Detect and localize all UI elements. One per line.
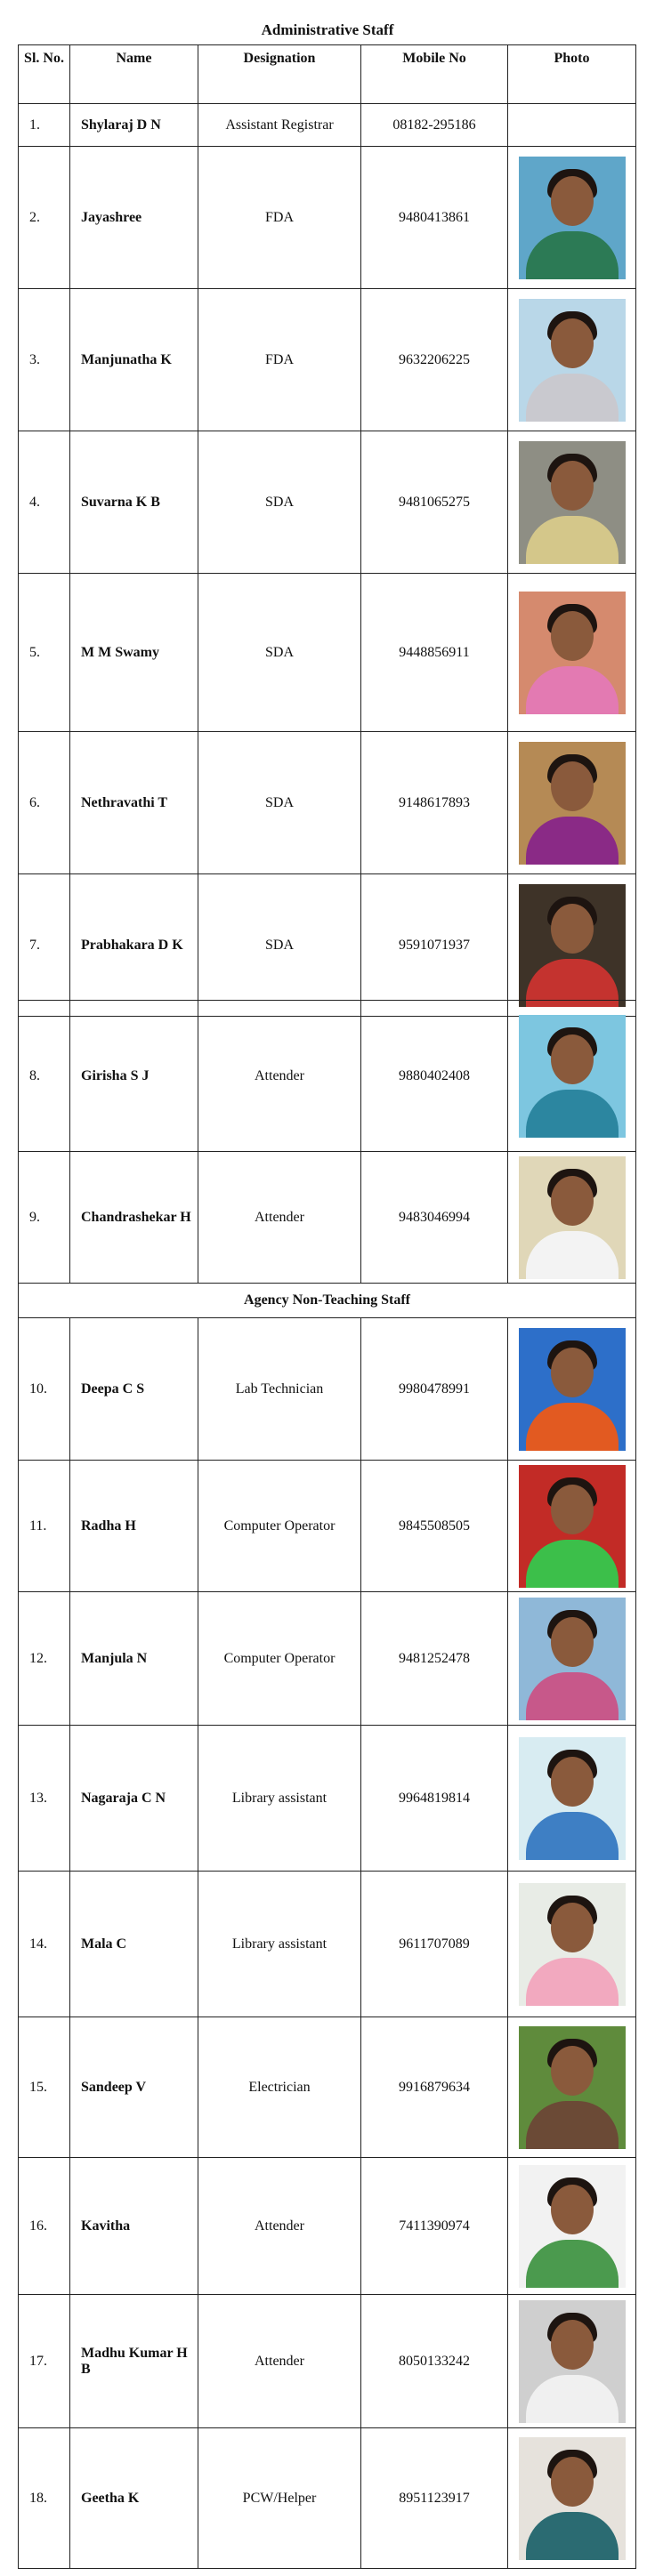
table-header-row — [19, 45, 636, 104]
header-designation: Designation — [198, 45, 361, 104]
staff-photo — [519, 1598, 626, 1720]
sl-cell: 7. — [19, 874, 70, 1017]
designation-cell: Electrician — [198, 2017, 361, 2158]
staff-photo — [519, 742, 626, 865]
name-cell: Shylaraj D N — [70, 104, 198, 147]
name-cell: Deepa C S — [70, 1318, 198, 1461]
name-cell: Madhu Kumar H B — [70, 2295, 198, 2428]
designation-cell: Attender — [198, 1152, 361, 1284]
staff-photo — [519, 1015, 626, 1138]
photo-body — [526, 817, 619, 865]
photo-face — [551, 1348, 594, 1397]
photo-face — [551, 761, 594, 811]
designation-cell: Assistant Registrar — [198, 104, 361, 147]
photo-cell — [508, 1726, 636, 1872]
photo-cell — [508, 574, 636, 732]
name-cell: Manjunatha K — [70, 289, 198, 431]
photo-cell — [508, 2017, 636, 2158]
photo-body — [526, 1403, 619, 1451]
table-row — [19, 1318, 636, 1461]
photo-body — [526, 2512, 619, 2560]
page-title: Administrative Staff — [261, 21, 394, 38]
staff-table-part-1 — [18, 44, 636, 1017]
photo-cell — [508, 1592, 636, 1726]
table-row — [19, 574, 636, 732]
mobile-cell: 9845508505 — [361, 1461, 508, 1592]
photo-cell — [508, 1318, 636, 1461]
photo-body — [526, 1812, 619, 1860]
photo-body — [526, 1540, 619, 1588]
photo-face — [551, 1903, 594, 1952]
staff-photo — [519, 592, 626, 714]
name-cell: Radha H — [70, 1461, 198, 1592]
designation-cell: PCW/Helper — [198, 2428, 361, 2569]
staff-photo — [519, 299, 626, 422]
sl-cell: 6. — [19, 732, 70, 874]
photo-cell — [508, 1152, 636, 1284]
staff-table-part-2 — [18, 1000, 636, 2569]
photo-body — [526, 1231, 619, 1279]
table-row — [19, 2158, 636, 2295]
photo-face — [551, 2457, 594, 2507]
staff-photo — [519, 2165, 626, 2288]
designation-cell: Library assistant — [198, 1872, 361, 2017]
designation-cell: FDA — [198, 147, 361, 289]
designation-cell: Attender — [198, 1001, 361, 1152]
designation-cell: SDA — [198, 574, 361, 732]
designation-cell: SDA — [198, 874, 361, 1017]
table-row — [19, 1592, 636, 1726]
table-row — [19, 289, 636, 431]
table-row — [19, 2428, 636, 2569]
sl-cell: 14. — [19, 1872, 70, 2017]
photo-body — [526, 2375, 619, 2423]
photo-body — [526, 666, 619, 714]
photo-body — [526, 516, 619, 564]
photo-face — [551, 461, 594, 511]
designation-cell: Attender — [198, 2295, 361, 2428]
mobile-cell: 9632206225 — [361, 289, 508, 431]
staff-photo — [519, 157, 626, 279]
table-row — [19, 2017, 636, 2158]
sl-cell: 16. — [19, 2158, 70, 2295]
staff-photo — [519, 2437, 626, 2560]
photo-cell — [508, 289, 636, 431]
name-cell: Girisha S J — [70, 1001, 198, 1152]
sl-cell: 5. — [19, 574, 70, 732]
name-cell: Suvarna K B — [70, 431, 198, 574]
mobile-cell: 08182-295186 — [361, 104, 508, 147]
photo-body — [526, 2240, 619, 2288]
mobile-cell: 9980478991 — [361, 1318, 508, 1461]
photo-cell — [508, 1001, 636, 1152]
sl-cell: 12. — [19, 1592, 70, 1726]
table-row — [19, 147, 636, 289]
name-cell: Nethravathi T — [70, 732, 198, 874]
sl-cell: 11. — [19, 1461, 70, 1592]
photo-face — [551, 2185, 594, 2234]
table-row — [19, 1001, 636, 1152]
table-row — [19, 431, 636, 574]
sl-cell: 4. — [19, 431, 70, 574]
sl-cell: 10. — [19, 1318, 70, 1461]
staff-photo — [519, 884, 626, 1007]
mobile-cell: 9148617893 — [361, 732, 508, 874]
table-row — [19, 1872, 636, 2017]
photo-cell — [508, 2158, 636, 2295]
staff-photo — [519, 1737, 626, 1860]
photo-cell — [508, 431, 636, 574]
sl-cell: 8. — [19, 1001, 70, 1152]
sl-cell: 2. — [19, 147, 70, 289]
mobile-cell: 7411390974 — [361, 2158, 508, 2295]
header-sl: Sl. No. — [19, 45, 70, 104]
staff-photo — [519, 441, 626, 564]
photo-cell — [508, 732, 636, 874]
name-cell: Prabhakara D K — [70, 874, 198, 1017]
name-cell: M M Swamy — [70, 574, 198, 732]
mobile-cell: 9481252478 — [361, 1592, 508, 1726]
photo-face — [551, 1176, 594, 1226]
photo-cell — [508, 2428, 636, 2569]
mobile-cell: 9964819814 — [361, 1726, 508, 1872]
photo-body — [526, 1090, 619, 1138]
photo-face — [551, 1034, 594, 1084]
designation-cell: Computer Operator — [198, 1592, 361, 1726]
mobile-cell: 9611707089 — [361, 1872, 508, 2017]
staff-photo — [519, 1156, 626, 1279]
mobile-cell: 9448856911 — [361, 574, 508, 732]
photo-body — [526, 1958, 619, 2006]
photo-body — [526, 1672, 619, 1720]
photo-face — [551, 1757, 594, 1807]
designation-cell: Library assistant — [198, 1726, 361, 1872]
sl-cell: 3. — [19, 289, 70, 431]
designation-cell: SDA — [198, 431, 361, 574]
mobile-cell: 8951123917 — [361, 2428, 508, 2569]
name-cell: Geetha K — [70, 2428, 198, 2569]
photo-face — [551, 611, 594, 661]
staff-photo — [519, 1883, 626, 2006]
photo-cell — [508, 1461, 636, 1592]
name-cell: Manjula N — [70, 1592, 198, 1726]
sl-cell: 15. — [19, 2017, 70, 2158]
designation-cell: SDA — [198, 732, 361, 874]
header-photo: Photo — [508, 45, 636, 104]
sl-cell: 1. — [19, 104, 70, 147]
name-cell: Kavitha — [70, 2158, 198, 2295]
photo-cell — [508, 104, 636, 147]
table-row — [19, 1152, 636, 1284]
photo-cell — [508, 147, 636, 289]
photo-body — [526, 2101, 619, 2149]
table-row — [19, 104, 636, 147]
table-row — [19, 1461, 636, 1592]
mobile-cell: 9480413861 — [361, 147, 508, 289]
photo-face — [551, 1485, 594, 1534]
photo-face — [551, 2320, 594, 2370]
staff-photo — [519, 2026, 626, 2149]
mobile-cell: 9916879634 — [361, 2017, 508, 2158]
name-cell: Mala C — [70, 1872, 198, 2017]
sl-cell: 9. — [19, 1152, 70, 1284]
photo-face — [551, 176, 594, 226]
section-heading: Agency Non-Teaching Staff — [19, 1284, 636, 1318]
sl-cell: 13. — [19, 1726, 70, 1872]
designation-cell: Lab Technician — [198, 1318, 361, 1461]
staff-photo — [519, 2300, 626, 2423]
name-cell: Chandrashekar H — [70, 1152, 198, 1284]
section-row — [19, 1284, 636, 1318]
table-row — [19, 2295, 636, 2428]
photo-cell — [508, 1872, 636, 2017]
photo-body — [526, 374, 619, 422]
photo-face — [551, 1617, 594, 1667]
designation-cell: Attender — [198, 2158, 361, 2295]
photo-face — [551, 904, 594, 954]
name-cell: Sandeep V — [70, 2017, 198, 2158]
photo-cell — [508, 2295, 636, 2428]
table-row — [19, 874, 636, 1017]
photo-cell — [508, 874, 636, 1017]
mobile-cell: 9481065275 — [361, 431, 508, 574]
table-row — [19, 732, 636, 874]
sl-cell: 18. — [19, 2428, 70, 2569]
staff-photo — [519, 1328, 626, 1451]
designation-cell: FDA — [198, 289, 361, 431]
photo-body — [526, 231, 619, 279]
name-cell: Jayashree — [70, 147, 198, 289]
mobile-cell: 8050133242 — [361, 2295, 508, 2428]
name-cell: Nagaraja C N — [70, 1726, 198, 1872]
staff-photo — [519, 1465, 626, 1588]
photo-face — [551, 2046, 594, 2096]
header-mobile: Mobile No — [361, 45, 508, 104]
table-row — [19, 1726, 636, 1872]
designation-cell: Computer Operator — [198, 1461, 361, 1592]
header-name: Name — [70, 45, 198, 104]
mobile-cell: 9880402408 — [361, 1001, 508, 1152]
mobile-cell: 9591071937 — [361, 874, 508, 1017]
sl-cell: 17. — [19, 2295, 70, 2428]
mobile-cell: 9483046994 — [361, 1152, 508, 1284]
photo-face — [551, 318, 594, 368]
